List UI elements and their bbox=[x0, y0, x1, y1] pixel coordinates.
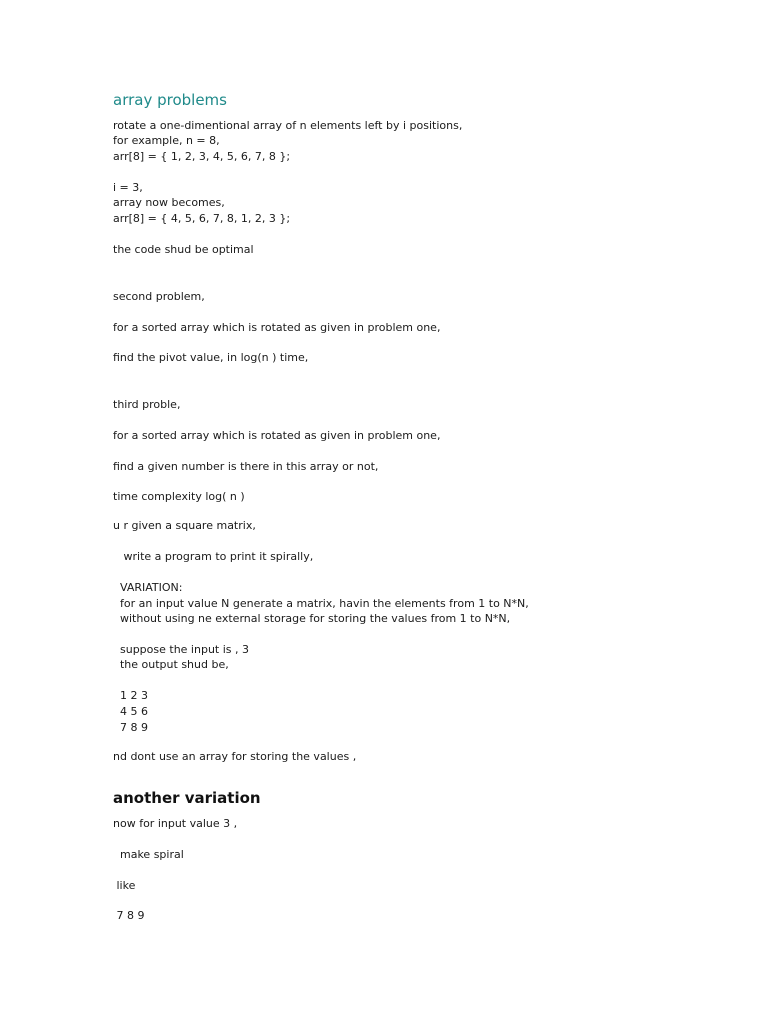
text-line: for a sorted array which is rotated as given in problem one, bbox=[113, 321, 441, 334]
text-line: time complexity log( n ) bbox=[113, 490, 245, 503]
text-line: nd dont use an array for storing the values , bbox=[113, 750, 357, 763]
text-line: 7 8 9 bbox=[113, 909, 145, 922]
text-line: array now becomes, bbox=[113, 196, 225, 209]
page-heading: array problems bbox=[113, 91, 227, 109]
text-line: second problem, bbox=[113, 290, 205, 303]
text-line: without using ne external storage for storing the values from 1 to N*N, bbox=[113, 612, 511, 625]
text-line: like bbox=[113, 879, 136, 892]
text-line: rotate a one-dimentional array of n elements left by i positions, bbox=[113, 119, 463, 132]
text-line: for an input value N generate a matrix, havin the elements from 1 to N*N, bbox=[113, 597, 529, 610]
text-line: write a program to print it spirally, bbox=[113, 550, 314, 563]
text-line: make spiral bbox=[113, 848, 184, 861]
text-line: for a sorted array which is rotated as given in problem one, bbox=[113, 429, 441, 442]
text-line: suppose the input is , 3 bbox=[113, 643, 250, 656]
text-line: arr[8] = { 1, 2, 3, 4, 5, 6, 7, 8 }; bbox=[113, 150, 291, 163]
text-line: 4 5 6 bbox=[113, 705, 148, 718]
text-line: u r given a square matrix, bbox=[113, 519, 256, 532]
text-line: i = 3, bbox=[113, 181, 143, 194]
text-line: the output shud be, bbox=[113, 658, 229, 671]
section-heading: another variation bbox=[113, 789, 261, 807]
text-line: find a given number is there in this array or not, bbox=[113, 460, 379, 473]
text-line: find the pivot value, in log(n ) time, bbox=[113, 351, 309, 364]
text-line: now for input value 3 , bbox=[113, 817, 238, 830]
text-line: third proble, bbox=[113, 398, 181, 411]
text-line: the code shud be optimal bbox=[113, 243, 254, 256]
text-line: 1 2 3 bbox=[113, 689, 148, 702]
text-line: VARIATION: bbox=[113, 581, 183, 594]
text-line: arr[8] = { 4, 5, 6, 7, 8, 1, 2, 3 }; bbox=[113, 212, 291, 225]
text-line: 7 8 9 bbox=[113, 721, 148, 734]
text-line: for example, n = 8, bbox=[113, 134, 220, 147]
